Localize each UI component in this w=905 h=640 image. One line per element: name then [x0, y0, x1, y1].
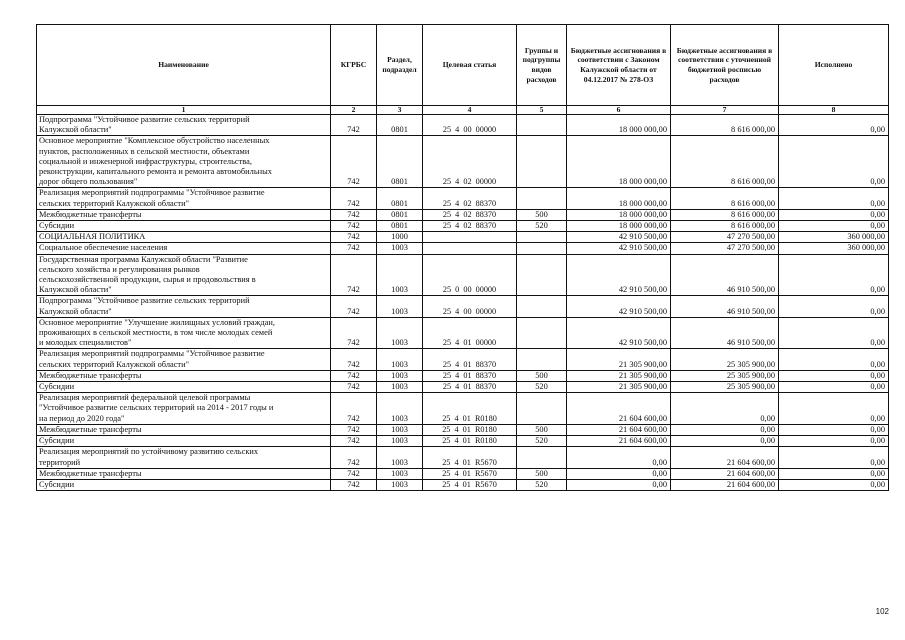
- cell-budget-law: 42 910 500,00: [567, 296, 671, 317]
- cell-group: 520: [517, 382, 567, 393]
- table-row: [37, 188, 889, 209]
- cell-budget-updated: 46 910 500,00: [671, 317, 779, 349]
- cell-group: [517, 188, 567, 209]
- cell-target: 25 4 01 88370: [423, 370, 517, 381]
- cell-budget-updated: 0,00: [671, 393, 779, 425]
- cell-kgrbs: 742: [331, 221, 377, 232]
- column-number: 5: [517, 106, 567, 115]
- cell-target: 25 4 01 R0180: [423, 436, 517, 447]
- cell-group: [517, 136, 567, 188]
- cell-kgrbs: 742: [331, 188, 377, 209]
- cell-target: 25 4 01 R0180: [423, 393, 517, 425]
- cell-executed: 0,00: [779, 221, 889, 232]
- cell-budget-law: 0,00: [567, 468, 671, 479]
- cell-target: [423, 243, 517, 254]
- cell-budget-updated: 8 616 000,00: [671, 209, 779, 220]
- cell-budget-law: 18 000 000,00: [567, 221, 671, 232]
- cell-name: Субсидии: [37, 382, 331, 393]
- cell-budget-law: 21 305 900,00: [567, 382, 671, 393]
- cell-budget-law: 42 910 500,00: [567, 243, 671, 254]
- cell-kgrbs: 742: [331, 382, 377, 393]
- cell-kgrbs: 742: [331, 209, 377, 220]
- cell-budget-updated: 21 604 600,00: [671, 479, 779, 490]
- cell-name: Реализация мероприятий подпрограммы "Устойчивое развитие сельских территорий Калужской области": [37, 349, 331, 370]
- cell-group: [517, 393, 567, 425]
- column-number: 4: [423, 106, 517, 115]
- cell-section: 1003: [377, 479, 423, 490]
- cell-budget-law: 18 000 000,00: [567, 188, 671, 209]
- header-group: Группы и подгруппы видов расходов: [517, 25, 567, 106]
- column-number: 2: [331, 106, 377, 115]
- table-row: [37, 243, 889, 254]
- header-executed: Исполнено: [779, 25, 889, 106]
- cell-target: 25 0 00 00000: [423, 254, 517, 296]
- cell-executed: 0,00: [779, 136, 889, 188]
- table-row: [37, 209, 889, 220]
- cell-section: 1003: [377, 296, 423, 317]
- cell-executed: 0,00: [779, 468, 889, 479]
- cell-section: 0801: [377, 221, 423, 232]
- table-row: [37, 370, 889, 381]
- cell-budget-updated: 0,00: [671, 424, 779, 435]
- column-number: 6: [567, 106, 671, 115]
- cell-budget-law: 21 305 900,00: [567, 370, 671, 381]
- cell-target: 25 4 01 88370: [423, 382, 517, 393]
- cell-group: [517, 317, 567, 349]
- cell-target: 25 4 01 R0180: [423, 424, 517, 435]
- cell-name: Субсидии: [37, 436, 331, 447]
- cell-target: 25 4 01 R5670: [423, 468, 517, 479]
- cell-target: 25 4 02 88370: [423, 188, 517, 209]
- cell-group: 500: [517, 370, 567, 381]
- cell-executed: 0,00: [779, 209, 889, 220]
- cell-budget-law: 42 910 500,00: [567, 232, 671, 243]
- cell-executed: 0,00: [779, 370, 889, 381]
- cell-target: 25 4 01 R5670: [423, 479, 517, 490]
- cell-section: 1003: [377, 254, 423, 296]
- header-budget-updated: Бюджетные ассигнования в соответствии с уточненной бюджетной росписью расходов: [671, 25, 779, 106]
- table-header: [37, 25, 889, 106]
- cell-executed: 0,00: [779, 115, 889, 136]
- budget-table: [36, 24, 889, 491]
- table-row: [37, 436, 889, 447]
- cell-kgrbs: 742: [331, 296, 377, 317]
- column-number: 7: [671, 106, 779, 115]
- cell-name: Реализация мероприятий подпрограммы "Устойчивое развитие сельских территорий Калужской области": [37, 188, 331, 209]
- cell-kgrbs: 742: [331, 349, 377, 370]
- cell-group: 520: [517, 479, 567, 490]
- cell-executed: 0,00: [779, 382, 889, 393]
- cell-budget-law: 0,00: [567, 479, 671, 490]
- cell-name: Межбюджетные трансферты: [37, 468, 331, 479]
- cell-executed: 0,00: [779, 424, 889, 435]
- page-number: 102: [875, 607, 889, 616]
- cell-name: Основное мероприятие "Улучшение жилищных условий граждан, проживающих в сельской местности, в том числе молодых семей и молодых специалистов": [37, 317, 331, 349]
- cell-executed: 0,00: [779, 436, 889, 447]
- cell-name: Реализация мероприятий федеральной целевой программы "Устойчивое развитие сельских территорий на 2014 - 2017 годы и на период до 2020 года": [37, 393, 331, 425]
- cell-budget-updated: 46 910 500,00: [671, 254, 779, 296]
- cell-budget-law: 21 604 600,00: [567, 393, 671, 425]
- cell-section: 1003: [377, 370, 423, 381]
- cell-name: Подпрограмма "Устойчивое развитие сельских территорий Калужской области": [37, 296, 331, 317]
- cell-group: [517, 447, 567, 468]
- cell-section: 1003: [377, 243, 423, 254]
- cell-name: Субсидии: [37, 221, 331, 232]
- cell-section: 0801: [377, 188, 423, 209]
- header-target: Целевая статья: [423, 25, 517, 106]
- cell-budget-updated: 0,00: [671, 436, 779, 447]
- cell-group: 520: [517, 221, 567, 232]
- cell-budget-updated: 8 616 000,00: [671, 136, 779, 188]
- cell-executed: 0,00: [779, 254, 889, 296]
- cell-executed: 0,00: [779, 317, 889, 349]
- cell-budget-law: 18 000 000,00: [567, 209, 671, 220]
- cell-target: 25 4 02 88370: [423, 221, 517, 232]
- cell-budget-updated: 46 910 500,00: [671, 296, 779, 317]
- cell-kgrbs: 742: [331, 468, 377, 479]
- cell-budget-updated: 21 604 600,00: [671, 447, 779, 468]
- cell-budget-law: 18 000 000,00: [567, 136, 671, 188]
- cell-budget-updated: 47 270 500,00: [671, 243, 779, 254]
- cell-executed: 0,00: [779, 479, 889, 490]
- cell-name: Государственная программа Калужской области "Развитие сельского хозяйства и регулирования рынков сельскохозяйственной продукции, сырья и продовольствия в Калужской области": [37, 254, 331, 296]
- cell-target: [423, 232, 517, 243]
- cell-section: 1003: [377, 317, 423, 349]
- cell-kgrbs: 742: [331, 393, 377, 425]
- cell-name: Межбюджетные трансферты: [37, 209, 331, 220]
- cell-section: 1003: [377, 447, 423, 468]
- cell-executed: 0,00: [779, 349, 889, 370]
- table-row: [37, 221, 889, 232]
- cell-target: 25 4 01 00000: [423, 317, 517, 349]
- cell-name: Социальное обеспечение населения: [37, 243, 331, 254]
- cell-target: 25 4 01 88370: [423, 349, 517, 370]
- table-row: [37, 317, 889, 349]
- cell-executed: 0,00: [779, 188, 889, 209]
- cell-budget-updated: 8 616 000,00: [671, 188, 779, 209]
- cell-budget-law: 42 910 500,00: [567, 317, 671, 349]
- header-name: Наименование: [37, 25, 331, 106]
- header-budget-law: Бюджетные ассигнования в соответствии с Законом Калужской области от 04.12.2017 № 278-ОЗ: [567, 25, 671, 106]
- table-row: [37, 296, 889, 317]
- cell-budget-law: 18 000 000,00: [567, 115, 671, 136]
- cell-kgrbs: 742: [331, 436, 377, 447]
- cell-section: 1003: [377, 468, 423, 479]
- cell-budget-updated: 25 305 900,00: [671, 349, 779, 370]
- header-section: Раздел, подраздел: [377, 25, 423, 106]
- cell-group: [517, 232, 567, 243]
- cell-group: [517, 296, 567, 317]
- table-row: [37, 349, 889, 370]
- cell-kgrbs: 742: [331, 232, 377, 243]
- header-kgrbs: КГРБС: [331, 25, 377, 106]
- table-row: [37, 424, 889, 435]
- cell-name: Межбюджетные трансферты: [37, 424, 331, 435]
- cell-budget-updated: 8 616 000,00: [671, 115, 779, 136]
- cell-section: 1003: [377, 424, 423, 435]
- cell-section: 0801: [377, 136, 423, 188]
- cell-kgrbs: 742: [331, 136, 377, 188]
- cell-kgrbs: 742: [331, 479, 377, 490]
- cell-target: 25 4 00 00000: [423, 115, 517, 136]
- cell-group: [517, 349, 567, 370]
- column-number: 8: [779, 106, 889, 115]
- cell-name: Субсидии: [37, 479, 331, 490]
- cell-executed: 0,00: [779, 296, 889, 317]
- table-body: [37, 106, 889, 491]
- cell-group: [517, 243, 567, 254]
- table-row: [37, 479, 889, 490]
- table-row: [37, 232, 889, 243]
- table-row: [37, 254, 889, 296]
- cell-kgrbs: 742: [331, 447, 377, 468]
- cell-budget-updated: 25 305 900,00: [671, 370, 779, 381]
- cell-kgrbs: 742: [331, 317, 377, 349]
- cell-group: 500: [517, 424, 567, 435]
- cell-section: 1003: [377, 382, 423, 393]
- table-row: [37, 382, 889, 393]
- cell-budget-law: 21 604 600,00: [567, 436, 671, 447]
- column-number: 3: [377, 106, 423, 115]
- table-row: [37, 468, 889, 479]
- cell-group: 500: [517, 209, 567, 220]
- cell-name: Реализация мероприятий по устойчивому развитию сельских территорий: [37, 447, 331, 468]
- cell-executed: 360 000,00: [779, 243, 889, 254]
- cell-executed: 0,00: [779, 393, 889, 425]
- cell-name: СОЦИАЛЬНАЯ ПОЛИТИКА: [37, 232, 331, 243]
- column-number-row: [37, 106, 889, 115]
- cell-section: 1003: [377, 349, 423, 370]
- cell-executed: 0,00: [779, 447, 889, 468]
- cell-kgrbs: 742: [331, 254, 377, 296]
- cell-budget-updated: 21 604 600,00: [671, 468, 779, 479]
- cell-name: Подпрограмма "Устойчивое развитие сельских территорий Калужской области": [37, 115, 331, 136]
- budget-document-page: [36, 24, 888, 491]
- cell-target: 25 4 01 R5670: [423, 447, 517, 468]
- cell-target: 25 4 00 00000: [423, 296, 517, 317]
- cell-budget-updated: 8 616 000,00: [671, 221, 779, 232]
- cell-section: 1000: [377, 232, 423, 243]
- table-row: [37, 447, 889, 468]
- cell-group: 500: [517, 468, 567, 479]
- cell-budget-law: 21 604 600,00: [567, 424, 671, 435]
- cell-budget-updated: 47 270 500,00: [671, 232, 779, 243]
- cell-budget-law: 42 910 500,00: [567, 254, 671, 296]
- cell-group: [517, 115, 567, 136]
- cell-target: 25 4 02 00000: [423, 136, 517, 188]
- cell-section: 1003: [377, 436, 423, 447]
- cell-kgrbs: 742: [331, 424, 377, 435]
- cell-group: [517, 254, 567, 296]
- cell-section: 1003: [377, 393, 423, 425]
- cell-budget-law: 0,00: [567, 447, 671, 468]
- cell-budget-law: 21 305 900,00: [567, 349, 671, 370]
- cell-budget-updated: 25 305 900,00: [671, 382, 779, 393]
- cell-section: 0801: [377, 209, 423, 220]
- cell-target: 25 4 02 88370: [423, 209, 517, 220]
- cell-name: Основное мероприятие "Комплексное обустройство населенных пунктов, расположенных в сельской местности, объектами социальной и инженерной инфраструктуры, строительства, реконструкции, капитального ремонта и ремонта автомобильных дорог общего пользования": [37, 136, 331, 188]
- table-row: [37, 136, 889, 188]
- cell-section: 0801: [377, 115, 423, 136]
- cell-executed: 360 000,00: [779, 232, 889, 243]
- cell-name: Межбюджетные трансферты: [37, 370, 331, 381]
- table-row: [37, 393, 889, 425]
- cell-group: 520: [517, 436, 567, 447]
- column-number: 1: [37, 106, 331, 115]
- cell-kgrbs: 742: [331, 370, 377, 381]
- cell-kgrbs: 742: [331, 243, 377, 254]
- cell-kgrbs: 742: [331, 115, 377, 136]
- table-row: [37, 115, 889, 136]
